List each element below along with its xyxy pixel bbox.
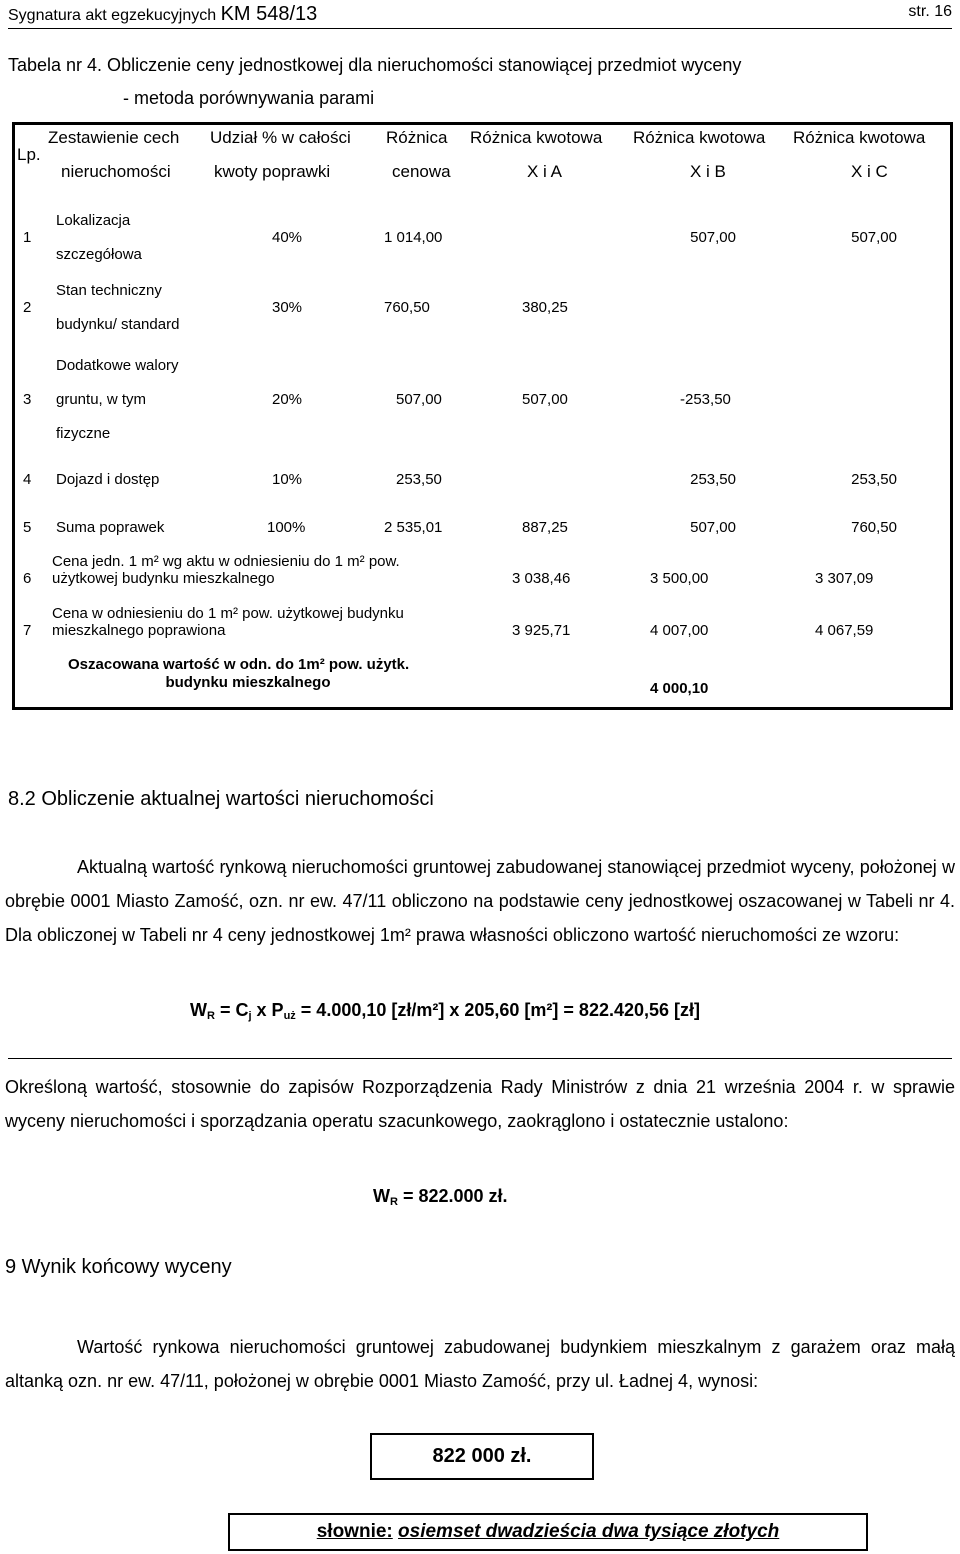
row1-b: 507,00 [690, 229, 736, 246]
row5-lp: 5 [23, 519, 32, 536]
row5-a: 887,25 [522, 519, 568, 536]
row3-diff: 507,00 [396, 391, 442, 408]
row1-name-1: Lokalizacja [56, 212, 131, 229]
row4-name: Dojazd i dostęp [56, 471, 160, 488]
section-8-2-paragraph [5, 850, 955, 952]
header-diff-2: cenowa [392, 162, 451, 181]
signature [8, 3, 317, 26]
header-diff-1: Różnica [386, 128, 448, 147]
row6-label-1: Cena jedn. 1 m² wg aktu w odniesieniu do 1 m² pow. [52, 553, 400, 570]
row6-lp: 6 [23, 570, 32, 587]
section-9-paragraph [5, 1330, 955, 1398]
valuation-formula [190, 1000, 700, 1022]
final-formula-w: W [373, 1186, 390, 1206]
formula-p-sub: uż [283, 1010, 296, 1022]
header-a-2: X i A [527, 162, 562, 181]
header-features-2: nieruchomości [61, 162, 171, 181]
header-divider [8, 28, 952, 29]
row1-share: 40% [272, 229, 303, 246]
table-title: Tabela nr 4. Obliczenie ceny jednostkowej dla nieruchomości stanowiącej przedmiot wyceny [8, 55, 742, 75]
row7-b: 4 007,00 [650, 622, 709, 639]
row7-lp: 7 [23, 622, 32, 639]
final-value: 4 000,10 [650, 680, 709, 697]
value-in-words-box [228, 1513, 868, 1551]
row3-name-1: Dodatkowe walory [56, 357, 179, 374]
row6-c: 3 307,09 [815, 570, 874, 587]
row3-share: 20% [272, 391, 303, 408]
header-features-1: Zestawienie cech [48, 128, 180, 147]
section-9-text: Wartość rynkowa nieruchomości gruntowej zabudowanej budynkiem mieszkalnym z garażem oraz małą altanką ozn. nr ew. 47/11, położonej w obrębie 0001 Miasto Zamość, przy ul. Ładnej 4, wynosi: [5, 1337, 955, 1391]
row7-c: 4 067,59 [815, 622, 874, 639]
final-label-2: budynku mieszkalnego [165, 674, 331, 691]
section-8-2-text: Aktualną wartość rynkową nieruchomości gruntowej zabudowanej stanowiącej przedmiot wyceny, położonej w obrębie 0001 Miasto Zamość, ozn. nr ew. 47/11 obliczono na podstawie ceny jednostkowej oszacowanej w Tabeli nr 4. Dla obliczonej w Tabeli nr 4 ceny jednostkowej 1m² prawa własności obliczono wartość nieruchomości ze wzoru: [5, 857, 955, 945]
header-share-1: Udział % w całości [210, 128, 351, 147]
formula-w: W [190, 1000, 207, 1020]
row4-b: 253,50 [690, 471, 736, 488]
row6-label-2: użytkowej budynku mieszkalnego [52, 570, 275, 587]
header-lp: Lp. [17, 145, 41, 164]
row7-a: 3 925,71 [512, 622, 571, 639]
formula-result: = 4.000,10 [zł/m²] x 205,60 [m²] = 822.420,56 [zł] [295, 1000, 701, 1020]
final-value-box: 822 000 zł. [370, 1433, 594, 1480]
words-value: osiemset dwadzieścia dwa tysiące złotych [398, 1521, 780, 1542]
row1-diff: 1 014,00 [384, 229, 443, 246]
section-divider [8, 1058, 952, 1059]
header-b-2: X i B [690, 162, 726, 181]
row7-label-1: Cena w odniesieniu do 1 m² pow. użytkowej budynku [52, 605, 404, 622]
row1-lp: 1 [23, 229, 32, 246]
words-label: słownie: [316, 1521, 393, 1542]
row2-a: 380,25 [522, 299, 568, 316]
final-label-1: Oszacowana wartość w odn. do 1m² pow. użytk. [68, 656, 410, 673]
row3-lp: 3 [23, 391, 32, 408]
row6-a: 3 038,46 [512, 570, 571, 587]
row5-share: 100% [267, 519, 306, 536]
row2-diff: 760,50 [384, 299, 430, 316]
row5-c: 760,50 [851, 519, 897, 536]
row1-name-2: szczegółowa [56, 246, 142, 263]
header-c-2: X i C [851, 162, 888, 181]
row4-c: 253,50 [851, 471, 897, 488]
row2-name-2: budynku/ standard [56, 316, 180, 333]
header-c-1: Różnica kwotowa [793, 128, 926, 147]
formula-c-sub: j [248, 1010, 252, 1022]
formula-w-sub: R [207, 1010, 215, 1022]
row2-share: 30% [272, 299, 303, 316]
page-number: str. 16 [908, 3, 952, 20]
row2-name-1: Stan techniczny [56, 282, 162, 299]
row7-label-2: mieszkalnego poprawiona [52, 622, 226, 639]
row2-lp: 2 [23, 299, 32, 316]
final-formula-value: = 822.000 zł. [397, 1186, 508, 1206]
row3-name-3: fizyczne [56, 425, 111, 442]
formula-c: = C [214, 1000, 249, 1020]
row3-a: 507,00 [522, 391, 568, 408]
row4-lp: 4 [23, 471, 32, 488]
formula-p: x P [251, 1000, 284, 1020]
final-formula [373, 1186, 508, 1208]
row6-b: 3 500,00 [650, 570, 709, 587]
row3-name-2: gruntu, w tym [56, 391, 147, 408]
rounding-paragraph: Określoną wartość, stosownie do zapisów Rozporządzenia Rady Ministrów z dnia 21 września 2004 r. w sprawie wyceny nieruchomości i sporządzania operatu szacunkowego, zaokrąglono i ostatecznie ustalono: [5, 1077, 955, 1131]
row4-diff: 253,50 [396, 471, 442, 488]
signature-number: KM 548/13 [220, 3, 318, 25]
table-subtitle: - metoda porównywania parami [123, 88, 375, 108]
signature-label: Sygnatura akt egzekucyjnych [8, 7, 217, 24]
section-9-title: 9 Wynik końcowy wyceny [5, 1256, 232, 1278]
row5-diff: 2 535,01 [384, 519, 443, 536]
header-b-1: Różnica kwotowa [633, 128, 766, 147]
section-8-2-title: 8.2 Obliczenie aktualnej wartości nieruchomości [8, 788, 434, 810]
final-formula-w-sub: R [390, 1196, 398, 1208]
page-header [8, 3, 952, 25]
header-a-1: Różnica kwotowa [470, 128, 603, 147]
row1-c: 507,00 [851, 229, 897, 246]
row4-share: 10% [272, 471, 303, 488]
row3-b: -253,50 [680, 391, 731, 408]
header-share-2: kwoty poprawki [214, 162, 331, 181]
row5-b: 507,00 [690, 519, 736, 536]
row5-name: Suma poprawek [56, 519, 165, 536]
